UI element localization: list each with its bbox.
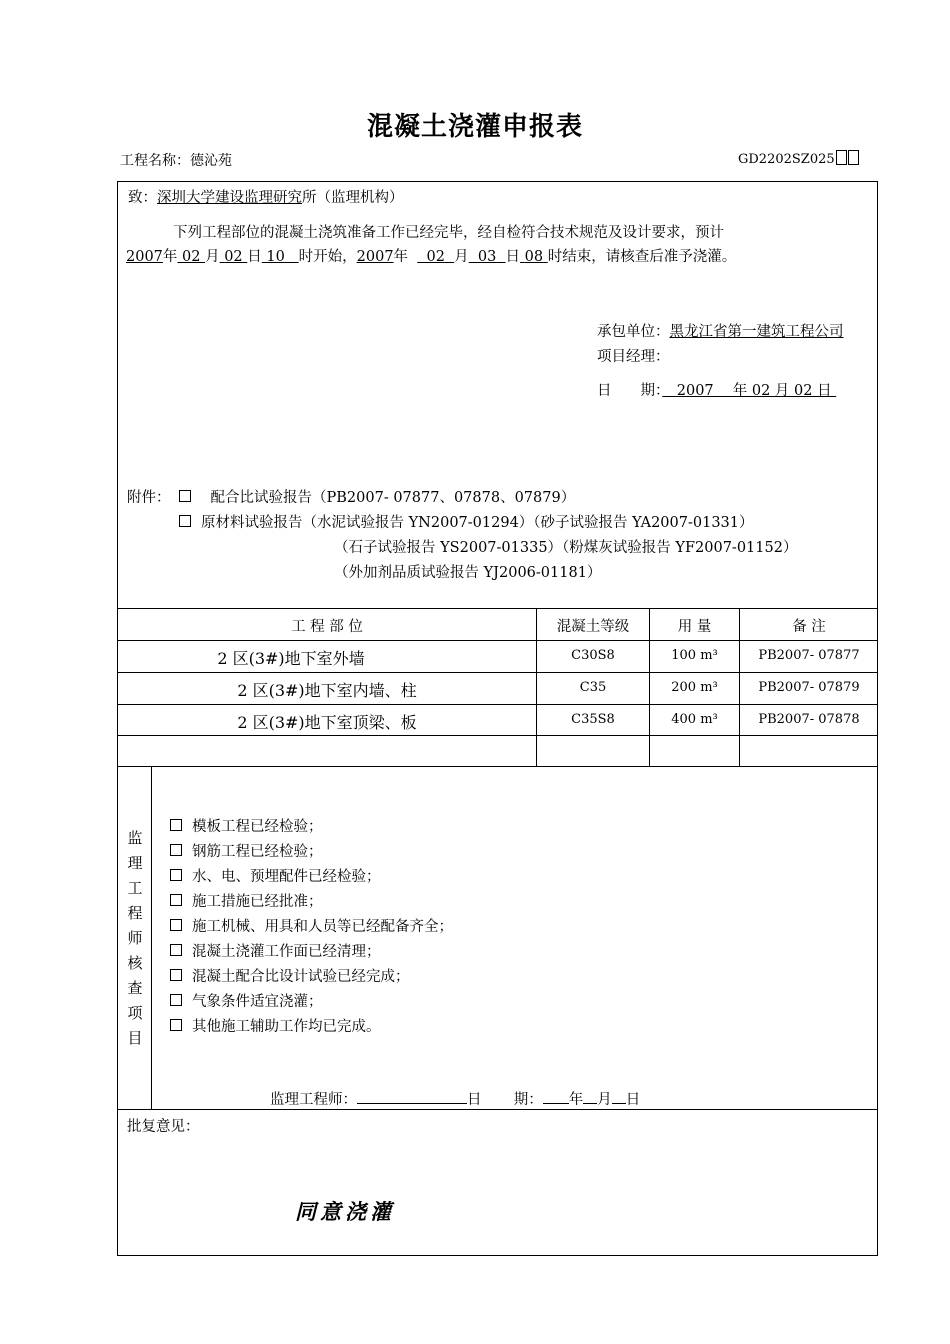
- addressee-prefix: 致：: [128, 190, 157, 206]
- start-month: 02: [182, 249, 201, 265]
- checkbox[interactable]: [179, 490, 191, 502]
- page-title: 混凝土浇灌申报表: [366, 112, 583, 142]
- side-char: 项: [127, 1004, 143, 1022]
- attachment-line-2: [179, 511, 754, 532]
- table-header-amount: 用 量: [677, 619, 712, 635]
- checkbox[interactable]: [170, 1019, 182, 1031]
- addressee-suffix: 所（监理机构）: [302, 190, 404, 206]
- intro-line-2: [126, 245, 736, 266]
- side-char: 师: [127, 929, 143, 947]
- table-cell-part: 2 区(3#)地下室内墙、柱: [237, 681, 417, 700]
- table-cell-note: PB2007- 07878: [758, 712, 860, 727]
- checklist-item: 混凝土配合比设计试验已经完成；: [170, 965, 453, 990]
- start-text: 时开始，: [298, 249, 357, 265]
- end-month-unit: 月: [454, 249, 469, 265]
- checkbox[interactable]: [170, 969, 182, 981]
- checklist-item: 其他施工辅助工作均已完成。: [170, 1015, 453, 1040]
- side-char: 理: [127, 854, 143, 872]
- code-box-1: [836, 150, 847, 165]
- project-code: [738, 150, 859, 167]
- contractor-unit: [597, 320, 844, 341]
- start-day: 02: [224, 249, 243, 265]
- table-rule: [117, 704, 878, 705]
- end-text: 时结束，请核查后准予浇灌。: [547, 249, 737, 265]
- side-char: 程: [127, 904, 143, 922]
- checkbox[interactable]: [170, 994, 182, 1006]
- engineer-signature-line: [270, 1088, 640, 1109]
- attachment-line-1: [127, 486, 575, 507]
- table-cell-grade: C35: [579, 680, 607, 695]
- contractor-unit-label: 承包单位：: [597, 324, 670, 340]
- end-day: 03: [477, 249, 497, 265]
- project-code-text: GD2202SZ025: [738, 152, 835, 167]
- side-char: 目: [127, 1029, 143, 1047]
- checklist-item: 施工措施已经批准；: [170, 890, 453, 915]
- end-month: 02: [426, 249, 445, 265]
- code-box-2: [848, 150, 859, 165]
- checkbox[interactable]: [170, 919, 182, 931]
- project-name: 德沁苑: [190, 153, 232, 169]
- addressee: [128, 186, 404, 207]
- table-cell-grade: C30S8: [571, 648, 615, 663]
- table-rule: [117, 766, 878, 767]
- table-rule: [117, 608, 878, 609]
- table-rule: [117, 672, 878, 673]
- checklist-item: 水、电、预埋配件已经检验；: [170, 865, 453, 890]
- engineer-label: 监理工程师：: [270, 1092, 357, 1108]
- end-year: 2007: [356, 249, 394, 265]
- checklist-item: 模板工程已经检验；: [170, 815, 453, 840]
- intro-line-1: 下列工程部位的混凝土浇筑准备工作已经完毕，经自检符合技术规范及设计要求，预计: [173, 225, 724, 241]
- engineer-date-label-b: 期：: [513, 1092, 543, 1108]
- inspection-checklist: [170, 815, 453, 1040]
- project-name-line: [120, 150, 232, 170]
- project-manager: 项目经理：: [597, 349, 670, 365]
- table-cell-note: PB2007- 07879: [758, 680, 860, 695]
- contractor-unit-value: 黑龙江省第一建筑工程公司: [669, 324, 844, 340]
- checkbox[interactable]: [179, 515, 191, 527]
- checklist-item: 施工机械、用具和人员等已经配备齐全；: [170, 915, 453, 940]
- day-field[interactable]: [612, 1089, 626, 1104]
- year-field[interactable]: [543, 1089, 569, 1104]
- table-header-grade: 混凝土等级: [556, 619, 630, 635]
- side-char: 查: [127, 979, 143, 997]
- table-cell-grade: C35S8: [571, 712, 615, 727]
- start-year-unit: 年: [162, 249, 178, 265]
- side-char: 核: [127, 954, 143, 972]
- checklist-item: 钢筋工程已经检验；: [170, 840, 453, 865]
- checkbox[interactable]: [170, 944, 182, 956]
- table-header-part: 工 程 部 位: [291, 619, 363, 635]
- checklist-item: 气象条件适宜浇灌；: [170, 990, 453, 1015]
- end-day-unit: 日: [505, 249, 521, 265]
- approval-comment: 同意浇灌: [295, 1200, 395, 1224]
- table-cell-note: PB2007- 07877: [758, 648, 860, 663]
- checkbox[interactable]: [170, 894, 182, 906]
- engineer-date-label-a: 日: [467, 1092, 482, 1108]
- table-header-note: 备 注: [792, 619, 826, 635]
- inspection-side-label: [118, 826, 152, 1051]
- contractor-date: [597, 379, 836, 400]
- approval-label: 批复意见：: [127, 1119, 200, 1135]
- attachment-line-4: （外加剂品质试验报告 YJ2006-01181）: [334, 565, 602, 581]
- start-day-unit: 日: [247, 249, 262, 265]
- day-unit: 日: [625, 1092, 641, 1108]
- start-month-unit: 月: [205, 249, 220, 265]
- month-field[interactable]: [583, 1089, 597, 1104]
- checkbox[interactable]: [170, 869, 182, 881]
- table-rule: [117, 735, 878, 736]
- table-rule: [117, 640, 878, 641]
- start-year: 2007: [126, 249, 163, 265]
- side-char: 工: [127, 879, 143, 897]
- table-cell-amount: 200 m³: [671, 680, 718, 695]
- attachment-label: 附件：: [127, 490, 171, 506]
- attachment-text-2: 原材料试验报告（水泥试验报告 YN2007-01294）（砂子试验报告 YA2007-01331）: [201, 515, 754, 531]
- approval-divider: [117, 1109, 878, 1110]
- table-cell-amount: 100 m³: [671, 648, 718, 663]
- checkbox[interactable]: [170, 819, 182, 831]
- year-unit: 年: [568, 1092, 584, 1108]
- end-hour: 08: [524, 249, 544, 265]
- side-char: 监: [127, 829, 143, 847]
- start-hour: 10: [266, 249, 285, 265]
- project-name-label: 工程名称：: [120, 153, 190, 169]
- end-year-unit: 年: [393, 249, 409, 265]
- engineer-signature-field[interactable]: [357, 1089, 467, 1104]
- attachment-text-1: 配合比试验报告（PB2007- 07877、07878、07879）: [210, 490, 576, 506]
- contractor-date-value: 2007 年 02 月 02 日: [662, 383, 837, 399]
- table-cell-amount: 400 m³: [671, 712, 718, 727]
- month-unit: 月: [597, 1092, 612, 1108]
- checklist-item: 混凝土浇灌工作面已经清理；: [170, 940, 453, 965]
- table-cell-part: 2 区(3#)地下室外墙: [217, 649, 365, 668]
- addressee-org: 深圳大学建设监理研究: [157, 190, 302, 206]
- contractor-date-label: 日 期：: [597, 383, 663, 399]
- checkbox[interactable]: [170, 844, 182, 856]
- attachment-line-3: （石子试验报告 YS2007-01335）（粉煤灰试验报告 YF2007-01152）: [334, 540, 798, 556]
- table-cell-part: 2 区(3#)地下室顶梁、板: [237, 713, 417, 732]
